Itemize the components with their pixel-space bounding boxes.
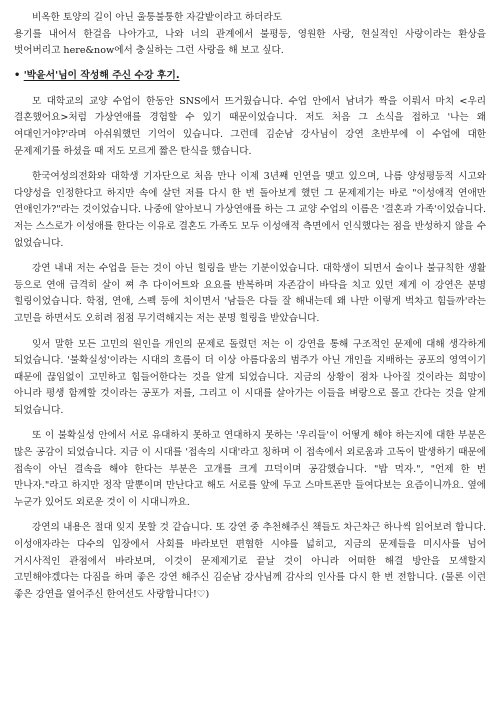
intro-paragraph: 용기를 내어서 한걸음 나아가고, 나와 너의 관계에서 불평등, 영원한 사랑, 현실적인 사랑이라는 환상을 벗어버리고 here&now에서 충실하는 그런 사랑을 해 보고 싶다. — [14, 28, 486, 57]
review-paragraph-6: 강연의 내용은 절대 잊지 못할 것 같습니다. 또 강연 중 추천해주신 책들도 차근차근 하나씩 읽어보려 합니다. 이성애자라는 다수의 입장에서 사회를 바라보던 편협한 시야를 넓히고, 지금의 문제들을 미시사를 넘어 거시사적인 관점에서 바라보며, 이것이 문제제기로 끝날 것이 아니라 어떠한 해결 방안을 모색할지 고민해야겠다는 다짐을 하며 좋은 강연 해주신 김순남 강사님께 감사의 인사를 다시 한 번 전합니다. (물론 이런 좋은 강연을 열어주신 한여선도 사랑합니다!♡) — [14, 522, 486, 600]
review-paragraph-2: 한국여성의전화와 대학생 기자단으로 처음 만나 이제 3년째 인연을 맺고 있으며, 나름 양성평등적 시고와 다양성을 인정한다고 하지만 속에 살던 저를 다시 한 번 돌아보게 했던 그 문제제기는 바로 "이성애적 연애만 연애인가?"라는 것이었습니다. 나중에 알아보니 가상연애를 하는 그 교양 수업의 이름은 '결혼과 가족'이었습니다. 저는 스스로가 이성애를 한다는 이유로 결혼도 가족도 모두 이성애적 측면에서 인식했다는 점을 반성하지 않을 수 없었습니다. — [14, 171, 486, 249]
review-paragraph-4: 잊서 말한 모든 고민의 원인을 개인의 문제로 돌렸던 저는 이 강연을 통해 구조적인 문제에 대해 생각하게 되었습니다. '불확실성'이라는 시대의 흐름이 더 이상 아름다움의 범주가 아닌 개인을 지배하는 공포의 영역이기 때문에 끊임없이 고민하고 힘들어한다는 것을 알게 되었습니다. 지금의 상황이 점차 나아질 것이라는 희망이 아니라 평생 함께할 것이라는 공포가 저를, 그리고 이 시대를 살아가는 이들을 벼랑으로 몰고 간다는 것을 알게 되었습니다. — [14, 338, 486, 416]
review-heading — [14, 68, 486, 84]
review-heading-text: '박윤서'님이 작성해 주신 수강 후기. — [23, 69, 180, 81]
bullet-icon: • — [14, 69, 21, 81]
review-paragraph-1: 모 대학교의 교양 수업이 한동안 SNS에서 뜨거웠습니다. 수업 안에서 남녀가 짝을 이뤄서 마치 <우리 결혼했어요>처럼 가상연애를 경험할 수 있기 때문이었습니다. 저도 처음 그 소식을 접하고 '나는 왜 여대인거야?'라며 아쉬워했던 기억이 있습니다. 그런데 김순남 강사님이 강연 초반부에 이 수업에 대한 문제제기를 하셨을 때 저도 모르게 짧은 탄식을 했습니다. — [14, 95, 486, 157]
review-paragraph-3: 강연 내내 저는 수업을 듣는 것이 아닌 힐링을 받는 기분이었습니다. 대학생이 되면서 술이나 불규칙한 생활 등으로 연애 급격히 살이 쪄 추 다이어트와 요요를 반복하며 자존감이 바닥을 치고 있던 제게 이 강연은 분명 힐링이었습니다. 학점, 연애, 스펙 등에 치이면서 '남들은 다들 잘 해내는데 왜 나만 이렇게 벅차고 힘들까'라는 고민을 하면서도 오히려 점점 무기력해지는 저는 분명 힐링을 받았습니다. — [14, 263, 486, 324]
intro-line-1: 비옥한 토양의 길이 아닌 울퉁불퉁한 자갈밭이라고 하더라도 — [32, 12, 282, 23]
review-paragraph-5: 또 이 불확실성 안에서 서로 유대하지 못하고 연대하지 못하는 '우리들'이 어떻게 해야 하는지에 대한 부분은 많은 공감이 되었습니다. 지금 이 시대를 '접속의 시대'라고 칭하며 이 접속에서 외로움과 고독이 발생하기 때문에 접속이 아닌 결속을 해야 한다는 부분은 고개를 크게 끄덕이며 공감했습니다. "밥 먹자.", "언제 한 번 만나자."라고 하지만 정작 말뿐이며 만난다고 해도 서로를 앞에 두고 스마트폰만 들여다보는 요즘이니까요. 옆에 누군가 있어도 외로운 것이 이 시대니까요. — [14, 430, 486, 508]
